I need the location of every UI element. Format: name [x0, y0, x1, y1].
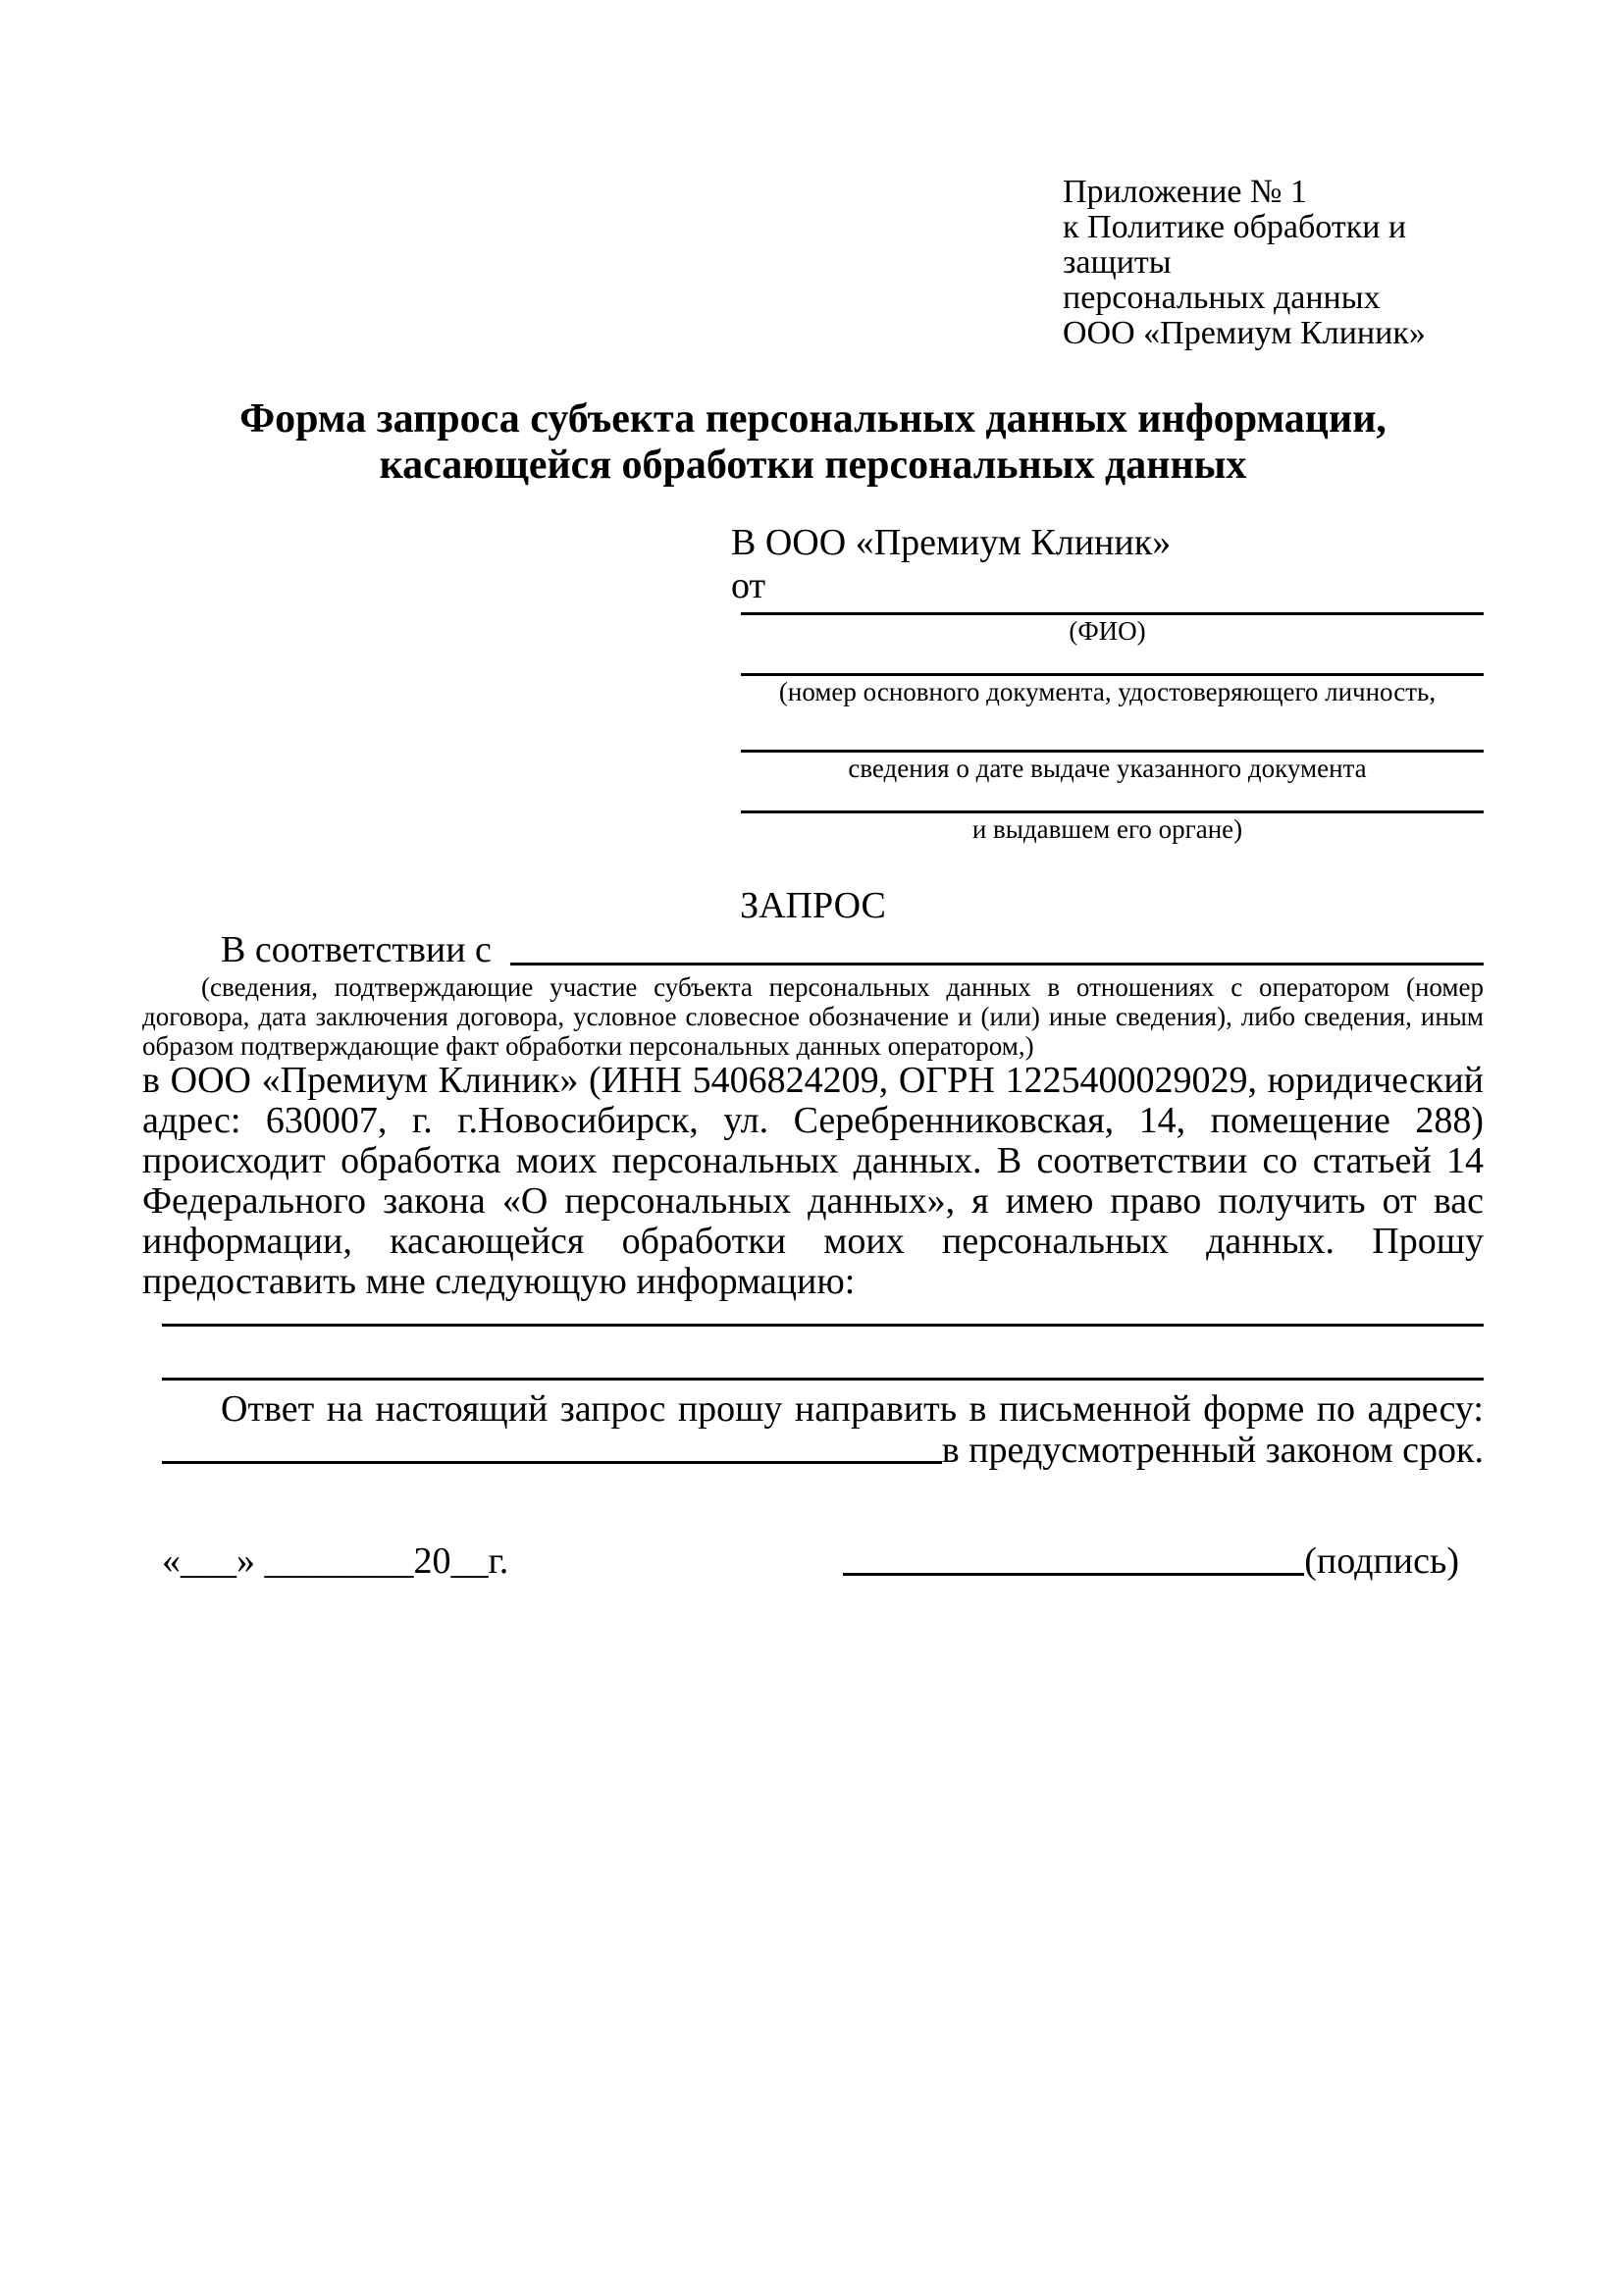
signature-group	[843, 1539, 1459, 1583]
fio-caption: (ФИО)	[1069, 616, 1146, 646]
compliance-lead-text: В соответствии с	[221, 929, 501, 970]
fine-print-note: (сведения, подтверждающие участие субъекта персональных данных в отношениях с оператором (номер договора, дата заключения договора, условное словесное обозначение и (или) иные сведения), либо сведения, иным образом подтверждающие факт обработки персональных данных оператором,)	[142, 972, 1484, 1061]
answer-suffix-text: в предусмотренный законом срок.	[941, 1430, 1484, 1471]
page-title	[142, 396, 1484, 489]
appendix-line: персональных данных	[1063, 280, 1381, 316]
info-field-line-1	[162, 1324, 1484, 1327]
request-heading: ЗАПРОС	[740, 885, 886, 926]
appendix-line: ООО «Премиум Клиник»	[1063, 315, 1426, 351]
date-placeholder: «___» ________20__г.	[162, 1540, 509, 1582]
addressee-block	[731, 521, 1484, 845]
compliance-row	[142, 927, 1484, 972]
answer-instruction-text: Ответ на настоящий запрос прошу направить в письменной форме по адресу:	[221, 1388, 1484, 1430]
signature-field-line	[843, 1573, 1304, 1576]
answer-address-row	[142, 1430, 1484, 1471]
appendix-line: к Политике обработки и защиты	[1063, 209, 1407, 281]
address-field-line	[162, 1430, 942, 1464]
info-field-line-2	[162, 1378, 1484, 1381]
page-title-line: касающейся обработки персональных данных	[379, 443, 1247, 488]
request-body-paragraph: в ООО «Премиум Клиник» (ИНН 5406824209, ОГРН 1225400029029, юридический адрес: 630007, г. г.Новосибирск, ул. Серебренниковская, 14, помещение 288) происходит обработка моих персональных данных. В соответствии со статьей 14 Федерального закона «О персональных данных», я имею право получить от вас информации, касающейся обработки моих персональных данных. Прошу предоставить мне следующую информацию:	[142, 1060, 1484, 1302]
page-title-line: Форма запроса субъекта персональных данных информации,	[239, 396, 1387, 442]
recipient-line: В ООО «Премиум Клиник»	[731, 522, 1172, 563]
appendix-block	[1063, 175, 1484, 351]
doc-number-caption: (номер основного документа, удостоверяющего личность,	[778, 677, 1437, 706]
from-label: от	[731, 565, 766, 606]
issue-date-caption: сведения о дате выдаче указанного документа	[848, 754, 1367, 783]
signature-row	[142, 1539, 1484, 1583]
appendix-line: Приложение № 1	[1063, 174, 1307, 210]
signature-caption: (подпись)	[1304, 1540, 1459, 1582]
issuer-caption: и выдавшем его органе)	[971, 814, 1243, 844]
compliance-field-line	[510, 927, 1484, 965]
